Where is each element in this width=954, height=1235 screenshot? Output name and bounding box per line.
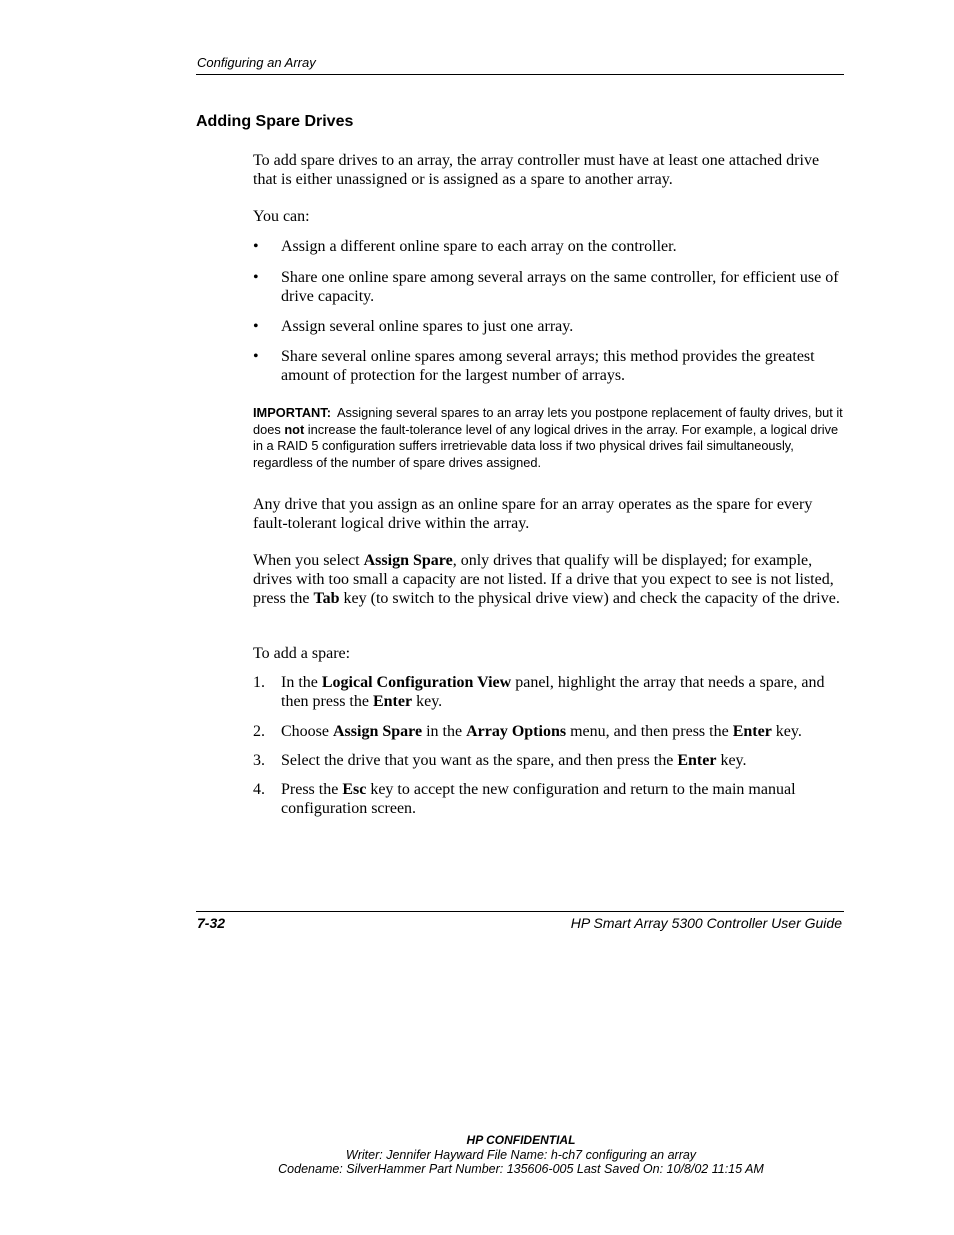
confidential-writer-line: Writer: Jennifer Hayward File Name: h-ch7 configuring an array <box>345 1148 697 1162</box>
step-number: 1. <box>253 674 265 691</box>
step-text <box>281 722 845 741</box>
bullet-text: Assign a different online spare to each array on the controller. <box>281 238 677 255</box>
step-text <box>281 780 845 818</box>
bullet-item <box>253 237 845 256</box>
step-number: 4. <box>253 781 265 798</box>
key-name: Esc <box>342 781 367 798</box>
bullet-marker: • <box>253 238 259 255</box>
step-text <box>281 673 845 711</box>
bullet-marker: • <box>253 269 259 286</box>
text-run: key. <box>412 693 443 710</box>
important-label: IMPORTANT: <box>253 405 331 420</box>
confidential-heading: HP CONFIDENTIAL <box>466 1133 576 1147</box>
key-name: Enter <box>372 693 413 710</box>
running-header: Configuring an Array <box>197 55 316 70</box>
bullet-text: Assign several online spares to just one array. <box>281 318 574 335</box>
step-item <box>253 751 845 770</box>
important-text: Assigning several spares to an array lets you postpone replacement of faulty drives, but it does <box>253 405 843 437</box>
step-number: 3. <box>253 752 265 769</box>
text-run: key. <box>771 723 802 740</box>
step-item <box>253 722 845 741</box>
text-run: menu, and then press the <box>566 723 733 740</box>
step-item <box>253 780 845 818</box>
bullet-marker: • <box>253 318 259 335</box>
step-number: 2. <box>253 723 265 740</box>
confidential-codename-line: Codename: SilverHammer Part Number: 135606-005 Last Saved On: 10/8/02 11:15 AM <box>278 1162 764 1176</box>
step-text <box>281 751 845 770</box>
page-number: 7-32 <box>197 915 226 931</box>
bullet-text: Share one online spare among several arrays on the same controller, for efficient use of drive capacity. <box>281 269 839 305</box>
header-rule <box>196 74 844 75</box>
text-run: in the <box>422 723 467 740</box>
text-run: panel, highlight the array that needs a spare, and then press the <box>281 674 825 710</box>
you-can-label: You can: <box>253 208 310 225</box>
footer-rule <box>196 911 844 912</box>
ui-term: Array Options <box>466 723 567 740</box>
assign-spare-paragraph <box>253 551 845 608</box>
book-title: HP Smart Array 5300 Controller User Guide <box>570 915 842 931</box>
bullet-text: Share several online spares among several arrays; this method provides the greatest amount of protection for the largest number of arrays. <box>281 348 815 384</box>
step-item <box>253 673 845 711</box>
section-title: Adding Spare Drives <box>196 113 354 130</box>
text-run: , only drives that qualify will be displayed; for example, drives with too small a capacity are not listed. If a drive that you expect to see is not listed, press the <box>253 552 834 607</box>
key-name: Tab <box>313 590 340 607</box>
text-run: In the <box>281 674 322 691</box>
spare-scope-paragraph: Any drive that you assign as an online spare for an array operates as the spare for every fault-tolerant logical drive within the array. <box>253 496 813 532</box>
important-note <box>253 405 843 472</box>
bullet-marker: • <box>253 348 259 365</box>
bullet-item <box>253 268 845 306</box>
important-text: increase the fault-tolerance level of any logical drives in the array. For example, a logical drive in a RAID 5 configuration suffers irretrievable data loss if two physical drives fail simultaneously, regardless of the number of spare drives assigned. <box>253 421 839 471</box>
bullet-item <box>253 347 845 385</box>
important-emphasis: not <box>284 421 305 437</box>
ui-term: Logical Configuration View <box>321 674 512 691</box>
to-add-label: To add a spare: <box>253 645 351 662</box>
key-name: Enter <box>732 723 772 740</box>
bullet-item <box>253 317 845 336</box>
ui-term: Assign Spare <box>333 723 423 740</box>
intro-paragraph: To add spare drives to an array, the array controller must have at least one attached drive that is either unassigned or is assigned as a spare to another array. <box>253 152 820 188</box>
text-run: Select the drive that you want as the spare, and then press the <box>281 752 678 769</box>
ui-term: Assign Spare <box>363 552 453 569</box>
text-run: When you select <box>253 552 364 569</box>
text-run: Press the <box>281 781 343 798</box>
text-run: key (to switch to the physical drive view) and check the capacity of the drive. <box>339 590 840 607</box>
text-run: key to accept the new configuration and return to the main manual configuration screen. <box>281 781 796 817</box>
text-run: key. <box>716 752 747 769</box>
key-name: Enter <box>677 752 717 769</box>
text-run: Choose <box>281 723 333 740</box>
